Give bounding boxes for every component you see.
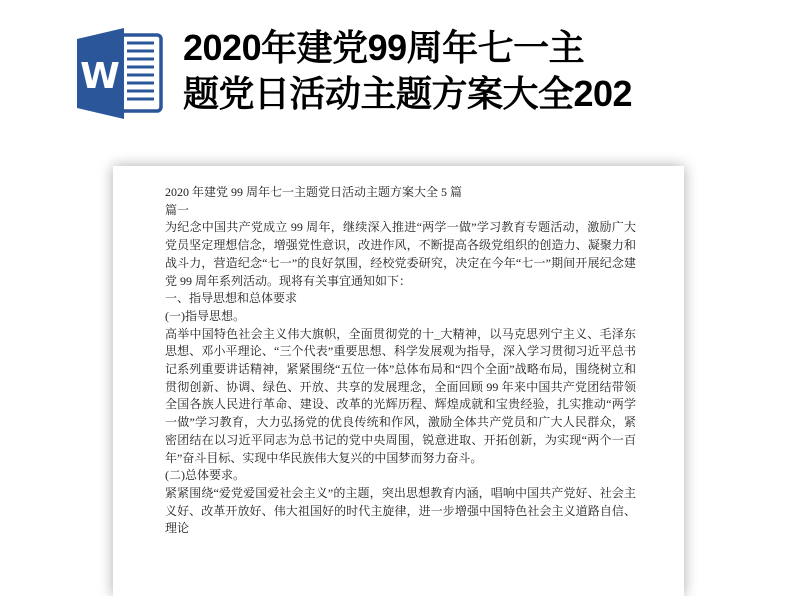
word-icon-letter: W	[80, 56, 120, 97]
page-title-line-1: 2020年建党99周年七一主	[183, 27, 585, 68]
document-part-label: 篇一	[165, 202, 190, 217]
page-title	[183, 25, 632, 117]
word-icon	[63, 26, 165, 120]
document-subsection-heading: (一)指导思想。	[165, 308, 245, 323]
document-section-heading: 一、指导思想和总体要求	[165, 291, 298, 306]
document-subsection-heading: (二)总体要求。	[165, 468, 245, 483]
document-page	[113, 166, 684, 596]
document-paragraph: 紧紧围绕“爱党爱国爱社会主义”的主题，突出思想教育内涵，唱响中国共产党好、社会主义好、改革开放好、伟大祖国好的时代主旋律，进一步增强中国特色社会主义道路自信、理论	[165, 485, 636, 536]
page-title-line-2: 题党日活动主题方案大全202	[183, 73, 633, 114]
document-title-line: 2020 年建党 99 周年七一主题党日活动主题方案大全 5 篇	[165, 185, 463, 199]
document-content	[113, 166, 684, 538]
document-paragraph: 为纪念中国共产党成立 99 周年，继续深入推进“两学一做”学习教育专题活动，激励广大党员坚定理想信念，增强党性意识，改进作风，不断提高各级党组织的创造力、凝聚力和战斗力，营造纪念“七一”的良好氛围，经校党委研究，决定在今年“七一”期间开展纪念建党 99 周年系列活动。现将有关事宜通知如下：	[165, 220, 636, 288]
document-paragraph: 高举中国特色社会主义伟大旗帜，全面贯彻党的十_大精神，以马克思列宁主义、毛泽东思想、邓小平理论、“三个代表”重要思想、科学发展观为指导，深入学习贯彻习近平总书记系列重要讲话精神，紧紧围绕“五位一体”总体布局和“四个全面”战略布局，围绕树立和贯彻创新、协调、绿色、开放、共享的发展理念，全面回顾 99 年来中国共产党团结带领全国各族人民进行革命、建设、改革的光辉历程、辉煌成就和宝贵经验，扎实推动“两学一做”学习教育，大力弘扬党的优良传统和作风，激励全体共产党员和广大人民群众，紧密团结在以习近平同志为总书记的党中央周围，锐意进取、开拓创新，为实现“两个一百年”奋斗目标、实现中华民族伟大复兴的中国梦而努力奋斗。	[165, 326, 636, 465]
